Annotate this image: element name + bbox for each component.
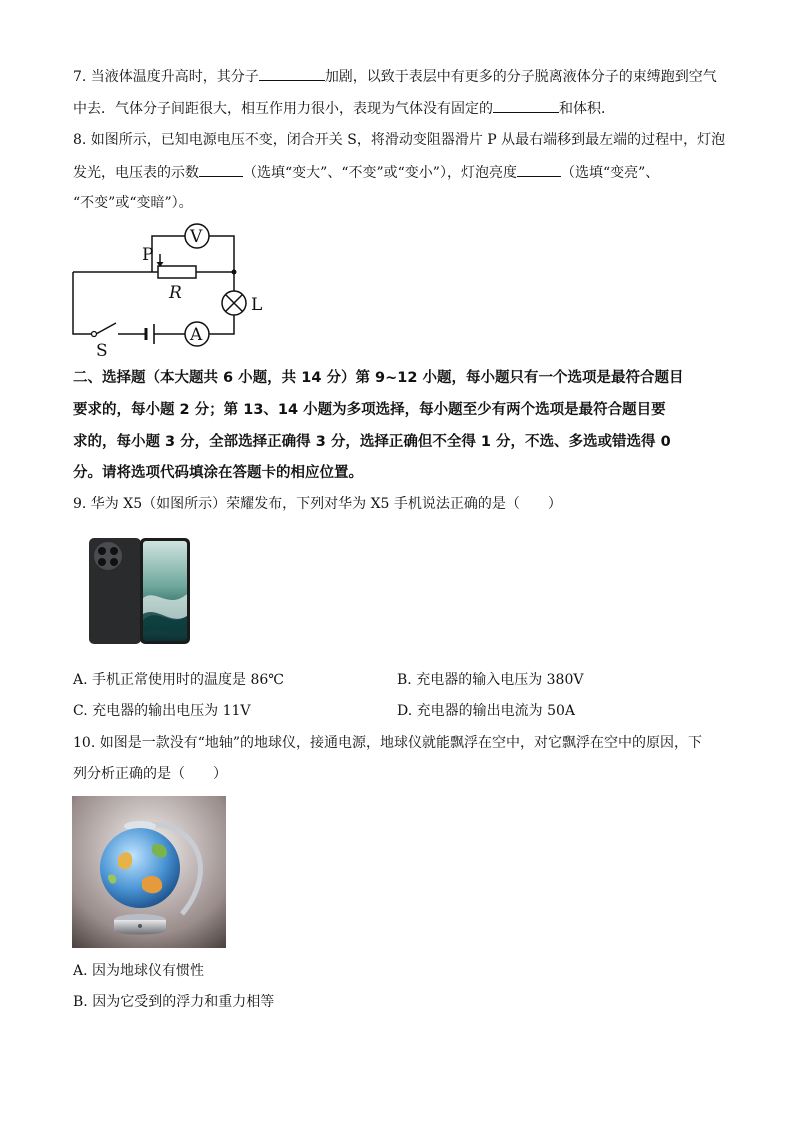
q10-line-2: 列分析正确的是（ ） bbox=[73, 766, 227, 782]
globe-sphere bbox=[100, 828, 180, 908]
wire-lamp-to-ammeter bbox=[209, 315, 234, 334]
wire-voltmeter-right bbox=[209, 236, 234, 272]
voltmeter-label: V bbox=[190, 227, 203, 247]
phone-image bbox=[88, 536, 192, 646]
section2-line-4: 分。请将选项代码填涂在答题卡的相应位置。 bbox=[73, 465, 363, 481]
q7-text-2a: 中去．气体分子间距很大，相互作用力很小，表现为气体没有固定的 bbox=[73, 101, 493, 117]
q9-option-a[interactable]: A. 手机正常使用时的温度是 86℃ bbox=[73, 672, 284, 688]
q9-option-d[interactable]: D. 充电器的输出电流为 50A bbox=[397, 703, 576, 719]
q10-option-a[interactable]: A. 因为地球仪有惯性 bbox=[73, 963, 205, 979]
switch-pivot bbox=[92, 332, 97, 337]
resistor-label: R bbox=[169, 283, 182, 303]
section2-line-1: 二、选择题（本大题共 6 小题，共 14 分）第 9~12 小题，每小题只有一个选项是最符合题目 bbox=[73, 370, 684, 386]
q8-text-2a: 发光，电压表的示数 bbox=[73, 165, 199, 181]
section2-line-3: 求的，每小题 3 分，全部选择正确得 3 分，选择正确但不全得 1 分，不选、多选或错选得 0 bbox=[73, 434, 671, 450]
q7-text-1a: 7. 当液体温度升高时，其分子 bbox=[73, 69, 259, 85]
globe-image bbox=[72, 796, 226, 948]
q8-text-2c: （选填“变亮”、 bbox=[560, 165, 660, 181]
camera-module bbox=[94, 542, 122, 570]
circuit-diagram bbox=[68, 220, 278, 360]
q8-line-2 bbox=[73, 162, 659, 183]
q8-blank-2[interactable] bbox=[517, 162, 561, 177]
wire-switch-to-left bbox=[73, 272, 93, 334]
q8-blank-1[interactable] bbox=[199, 162, 243, 177]
q10-line-1: 10. 如图是一款没有“地轴”的地球仪，接通电源，地球仪就能飘浮在空中，对它飘浮在空中的原因，下 bbox=[73, 735, 703, 751]
q10-option-b[interactable]: B. 因为它受到的浮力和重力相等 bbox=[73, 994, 275, 1010]
q8-line-1: 8. 如图所示，已知电源电压不变，闭合开关 S，将滑动变阻器滑片 P 从最右端移到最左端的过程中，灯泡 bbox=[73, 132, 726, 148]
q7-blank-2[interactable] bbox=[493, 98, 559, 113]
q7-line-2 bbox=[73, 98, 615, 119]
switch-blade bbox=[96, 323, 116, 334]
q7-text-2b: 和体积． bbox=[559, 101, 615, 117]
resistor-symbol bbox=[158, 266, 196, 278]
q9-stem: 9. 华为 X5（如图所示）荣耀发布，下列对华为 X5 手机说法正确的是（ ） bbox=[73, 496, 562, 512]
q9-option-c[interactable]: C. 充电器的输出电压为 11V bbox=[73, 703, 251, 719]
junction-node bbox=[232, 270, 237, 275]
q7-text-1b: 加剧，以致于表层中有更多的分子脱离液体分子的束缚跑到空气 bbox=[324, 69, 717, 85]
ammeter-label: A bbox=[190, 325, 203, 345]
switch-label: S bbox=[96, 341, 108, 360]
q8-text-2b: （选填“变大”、“不变”或“变小”），灯泡亮度 bbox=[243, 165, 517, 181]
q7-blank-1[interactable] bbox=[259, 66, 325, 81]
q7-line-1 bbox=[73, 66, 717, 87]
q8-line-3: “不变”或“变暗”）。 bbox=[73, 195, 193, 211]
lamp-label: L bbox=[251, 295, 263, 315]
q9-option-b[interactable]: B. 充电器的输入电压为 380V bbox=[397, 672, 584, 688]
slider-label: P bbox=[142, 245, 154, 265]
section2-line-2: 要求的，每小题 2 分；第 13、14 小题为多项选择，每小题至少有两个选项是最符合题目要 bbox=[73, 402, 666, 418]
lamp-cross bbox=[226, 295, 243, 312]
